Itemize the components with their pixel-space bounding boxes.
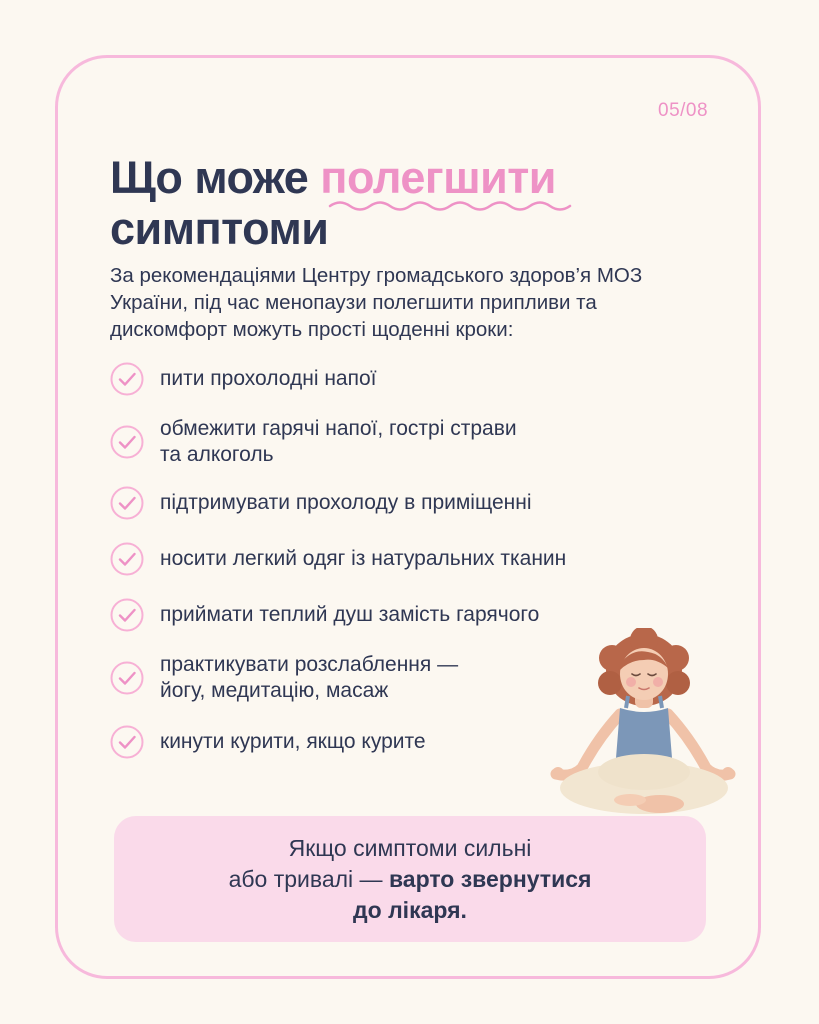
title-accent: полегшити <box>320 152 556 203</box>
list-item-text: обмежити гарячі напої, гострі страви та алкоголь <box>160 417 517 466</box>
note-text <box>229 833 592 926</box>
meditating-woman-illustration <box>548 628 738 818</box>
list-item-text: підтримувати прохолоду в приміщенні <box>160 491 532 514</box>
note-line2-regular: або тривалі — <box>228 865 389 892</box>
page-number: 05/08 <box>658 100 709 121</box>
check-circle-icon <box>110 661 144 695</box>
doctor-advice-note <box>114 816 706 942</box>
wavy-underline-icon <box>328 197 572 213</box>
list-item-text: носити легкий одяг із натуральних тканин <box>160 547 567 570</box>
list-item-text: практикувати розслаблення — йогу, медитацію, масаж <box>160 653 459 702</box>
note-line1: Якщо симптоми сильні <box>288 834 532 861</box>
list-item-text: пити прохолодні напої <box>160 367 377 390</box>
list-item <box>110 725 426 759</box>
check-circle-icon <box>110 486 144 520</box>
list-item-text: приймати теплий душ замість гарячого <box>160 603 540 626</box>
check-circle-icon <box>110 725 144 759</box>
list-item <box>110 486 532 520</box>
list-item <box>110 542 566 576</box>
list-item-text: кинути курити, якщо курите <box>160 730 426 753</box>
list-item <box>110 598 539 632</box>
list-item <box>110 416 517 468</box>
check-circle-icon <box>110 425 144 459</box>
list-item <box>110 362 376 396</box>
intro-text: За рекомендаціями Центру громадського здоров’я МОЗ України, під час менопаузи полегшити припливи та дискомфорт можуть прості щоденні кроки: <box>110 264 643 341</box>
note-line3-bold: до лікаря. <box>353 896 467 923</box>
list-item <box>110 652 458 704</box>
title-line2: симптоми <box>110 203 329 254</box>
check-circle-icon <box>110 598 144 632</box>
check-circle-icon <box>110 362 144 396</box>
title-prefix: Що може <box>110 152 321 203</box>
note-line2-bold: варто звернутися <box>388 865 592 892</box>
check-circle-icon <box>110 542 144 576</box>
